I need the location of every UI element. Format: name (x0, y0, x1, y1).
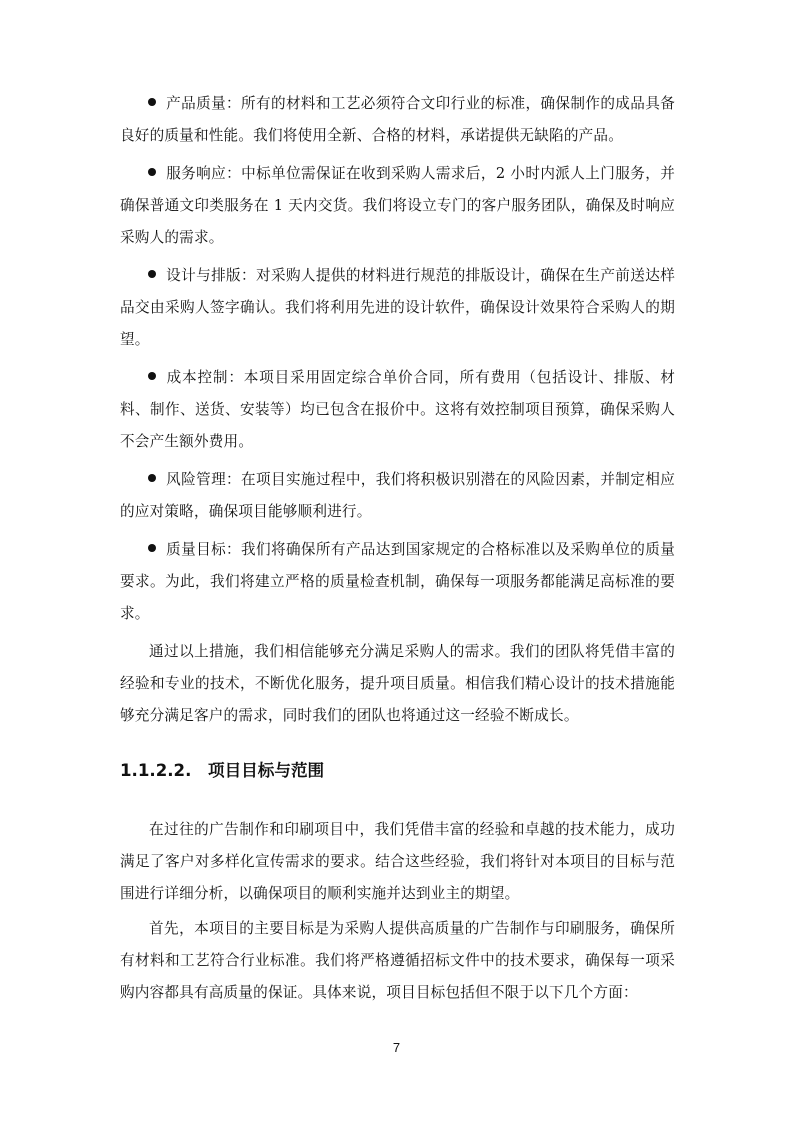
document-body (120, 88, 675, 1012)
summary-paragraph: 通过以上措施，我们相信能够充分满足采购人的需求。我们的团队将凭借丰富的经验和专业的技术，不断优化服务，提升项目质量。相信我们精心设计的技术措施能够充分满足客户的需求，同时我们的团队也将通过这一经验不断成长。 (120, 643, 675, 724)
page-number: 7 (392, 1040, 401, 1055)
section-paragraph: 首先，本项目的主要目标是为采购人提供高质量的广告制作与印刷服务，确保所有材料和工艺符合行业标准。我们将严格遵循招标文件中的技术要求，确保每一项采购内容都具有高质量的保证。具体来说，项目目标包括但不限于以下几个方面： (120, 920, 675, 1001)
bullet-dot-icon (148, 98, 156, 106)
bullet-dot-icon (148, 544, 156, 552)
section-number: 1.1.2.2. (120, 761, 192, 780)
bullet-dot-icon (148, 474, 156, 482)
bullet-dot-icon (148, 372, 156, 380)
bullet-dot-icon (148, 270, 156, 278)
bullet-item: 产品质量：所有的材料和工艺必须符合文印行业的标准，确保制作的成品具备良好的质量和性能。我们将使用全新、合格的材料，承诺提供无缺陷的产品。 (120, 95, 675, 144)
bullet-item: 服务响应：中标单位需保证在收到采购人需求后，2 小时内派人上门服务，并确保普通文印类服务在 1 天内交货。我们将设立专门的客户服务团队，确保及时响应采购人的需求。 (120, 165, 675, 246)
section-title: 项目目标与范围 (208, 761, 325, 780)
bullet-item: 设计与排版：对采购人提供的材料进行规范的排版设计，确保在生产前送达样品交由采购人签字确认。我们将利用先进的设计软件，确保设计效果符合采购人的期望。 (120, 267, 675, 348)
section-paragraph: 在过往的广告制作和印刷项目中，我们凭借丰富的经验和卓越的技术能力，成功满足了客户对多样化宣传需求的要求。结合这些经验，我们将针对本项目的目标与范围进行详细分析，以确保项目的顺利实施并达到业主的期望。 (120, 821, 675, 902)
bullet-item: 成本控制：本项目采用固定综合单价合同，所有费用（包括设计、排版、材料、制作、送货、安装等）均已包含在报价中。这将有效控制项目预算，确保采购人不会产生额外费用。 (120, 369, 675, 450)
bullet-item: 风险管理：在项目实施过程中，我们将积极识别潜在的风险因素，并制定相应的应对策略，确保项目能够顺利进行。 (120, 471, 675, 520)
bullet-item: 质量目标：我们将确保所有产品达到国家规定的合格标准以及采购单位的质量要求。为此，我们将建立严格的质量检查机制，确保每一项服务都能满足高标准的要求。 (120, 541, 675, 622)
bullet-dot-icon (148, 168, 156, 176)
section-heading (120, 758, 675, 784)
